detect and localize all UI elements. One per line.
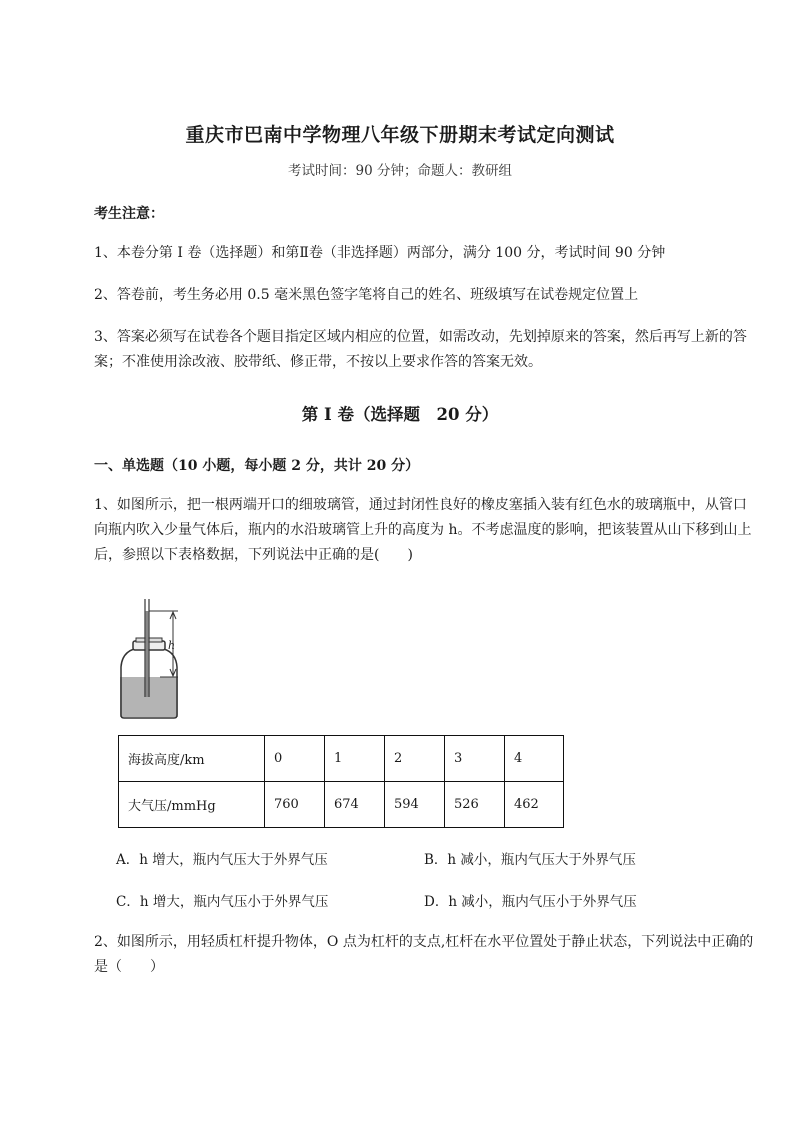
notice-item-3: 3、答案必须写在试卷各个题目指定区域内相应的位置，如需改动，先划掉原来的答案，然后再写上新的答案；不准使用涂改液、胶带纸、修正带，不按以上要求作答的答案无效。	[94, 329, 747, 370]
bottle-figure	[112, 597, 192, 723]
h-label: h	[168, 639, 176, 652]
table-cell: 674	[325, 782, 385, 828]
table-cell: 3	[445, 736, 505, 782]
section-title: 第 I 卷（选择题 20 分）	[301, 405, 499, 424]
table-cell: 526	[445, 782, 505, 828]
table-cell: 大气压/mmHg	[119, 782, 265, 828]
option-b[interactable]: B．h 减小，瓶内气压大于外界气压	[424, 852, 636, 868]
table-cell: 4	[505, 736, 564, 782]
table-cell: 海拔高度/km	[119, 736, 265, 782]
exam-info: 考试时间：90 分钟；命题人：教研组	[288, 163, 512, 179]
question-2-stem: 2、如图所示，用轻质杠杆提升物体，O 点为杠杆的支点,杠杆在水平位置处于静止状态，下列说法中正确的是（ ）	[94, 934, 754, 975]
page-title: 重庆市巴南中学物理八年级下册期末考试定向测试	[185, 124, 615, 146]
table-cell: 760	[265, 782, 325, 828]
table-row	[119, 736, 564, 782]
altitude-pressure-table	[118, 735, 564, 828]
table-cell: 2	[385, 736, 445, 782]
table-cell: 594	[385, 782, 445, 828]
notice-heading: 考生注意：	[94, 206, 164, 222]
option-c[interactable]: C．h 增大，瓶内气压小于外界气压	[116, 894, 329, 910]
table-row	[119, 782, 564, 828]
part-heading: 一、单选题（10 小题，每小题 2 分，共计 20 分）	[94, 458, 420, 474]
table-cell: 1	[325, 736, 385, 782]
water-column	[146, 611, 149, 697]
table-cell: 462	[505, 782, 564, 828]
table-cell: 0	[265, 736, 325, 782]
option-d[interactable]: D．h 减小，瓶内气压小于外界气压	[424, 894, 637, 910]
notice-item-2: 2、答卷前，考生务必用 0.5 毫米黑色签字笔将自己的姓名、班级填写在试卷规定位置上	[94, 287, 639, 303]
option-a[interactable]: A．h 增大，瓶内气压大于外界气压	[116, 852, 328, 868]
question-1-stem: 1、如图所示，把一根两端开口的细玻璃管，通过封闭性良好的橡皮塞插入装有红色水的玻璃瓶中，从管口向瓶内吹入少量气体后，瓶内的水沿玻璃管上升的高度为 h。不考虑温度的影响，把该装置从山下移到山上后，参照以下表格数据，下列说法中正确的是( )	[94, 497, 752, 563]
notice-item-1: 1、本卷分第 I 卷（选择题）和第Ⅱ卷（非选择题）两部分，满分 100 分，考试时间 90 分钟	[94, 245, 666, 261]
